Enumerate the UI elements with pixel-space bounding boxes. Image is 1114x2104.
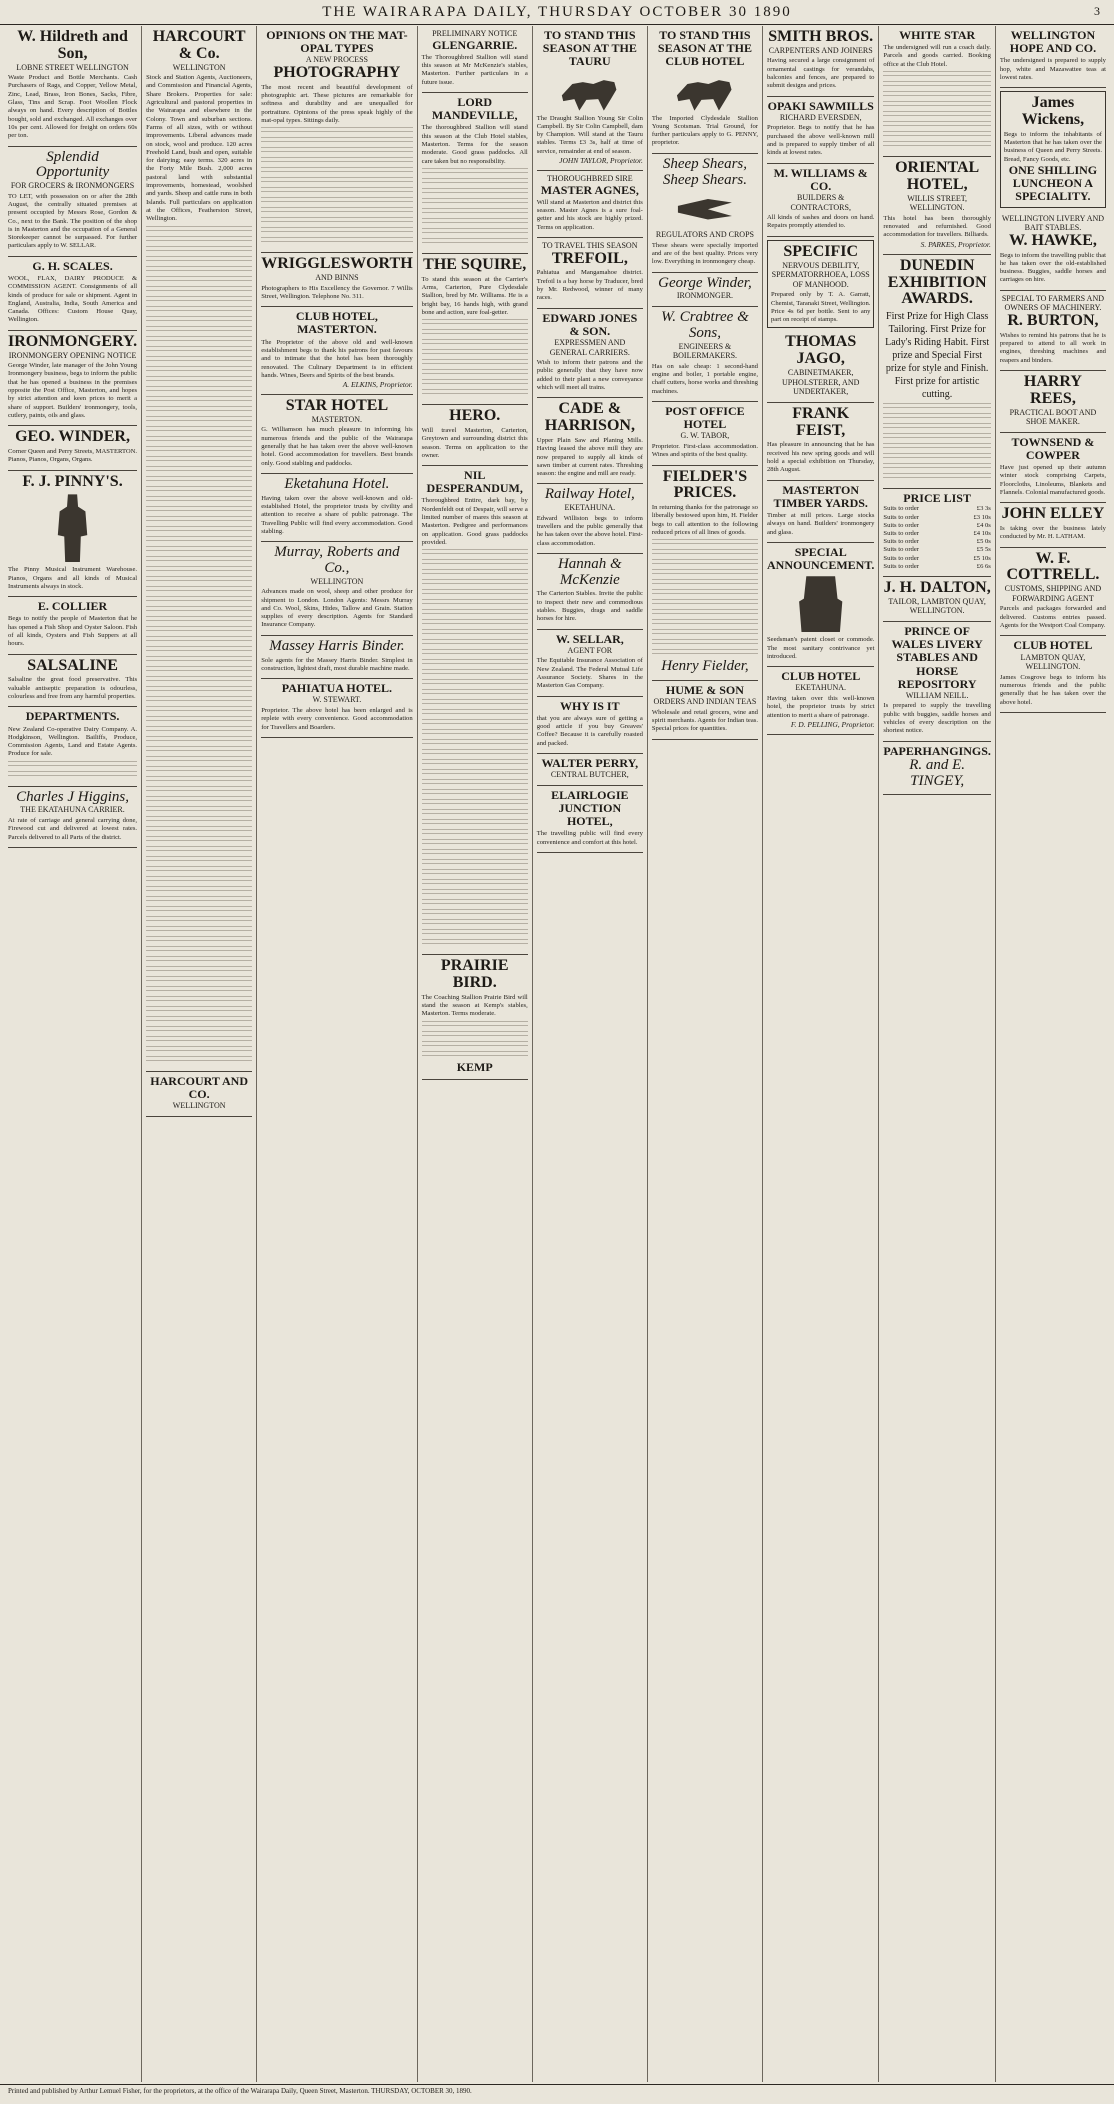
- advert-title: PAPERHANGINGS.: [883, 743, 991, 758]
- advert-railway-hotel: [537, 484, 643, 554]
- advert-title: DEPARTMENTS.: [25, 709, 120, 724]
- advert-w-hawke: [1000, 211, 1106, 291]
- advert-dunedin-awards: [883, 255, 990, 489]
- advert-title: Eketahuna Hotel.: [284, 475, 390, 492]
- advert-title: PAHIATUA HOTEL.: [281, 681, 393, 696]
- advert-title: W. HAWKE,: [1008, 231, 1097, 249]
- advert-cade-harrison: [537, 398, 643, 484]
- advert-heading: PHOTOGRAPHY: [273, 63, 401, 81]
- advert-cottrell: [1000, 548, 1106, 637]
- masthead: [0, 0, 1114, 25]
- advert-title: SMITH BROS.: [768, 28, 874, 45]
- advert-body: The thoroughbred Stallion will stand this season at the Club Hotel stables, Masterton. Terms for the season moderate. Good grass paddocks. All care taken but no responsibility.: [421, 124, 528, 165]
- advert-dalton: [883, 577, 990, 622]
- advert-body: Thoroughbred Entire, dark bay, by Nordenfeldt out of Despair, will serve a limited number of mares this season at Masterton. Pedigree and performances on application. Good grass paddocks provided.: [421, 497, 528, 546]
- advert-subtitle: FOR GROCERS & IRONMONGERS: [10, 181, 135, 191]
- advert-title: SALSALINE: [27, 656, 118, 674]
- advert-fielders-prices: [652, 466, 758, 682]
- advert-title: G. H. SCALES.: [32, 258, 113, 273]
- advert-body: Wishes to remind his patrons that he is prepared to attend to all work in engines, threshing machines and reapers and binders.: [999, 331, 1106, 364]
- advert-body: George Winder, late manager of the John Young Ironmongery business, begs to inform the public that he has opened a business in the premises opposite the Post Office, Masterton, and hopes by strict attention and keen prices to merit a share of support. Builders' ironmongery, tools, cutlery, paints, oils and glass.: [8, 362, 138, 419]
- advert-wrigglesworth: [261, 253, 412, 307]
- column-1: [4, 26, 142, 2082]
- advert-higgins: [8, 787, 137, 848]
- advert-title: Splendid Opportunity: [35, 148, 110, 181]
- advert-eketahuna-hotel: [261, 474, 412, 542]
- advert-body: WOOL, FLAX, DAIRY PRODUCE & COMMISSION AGENT. Consignments of all kinds of produce for sale or shipment. Agent in England, Australia, India, South America and Canada. Offices: Custom House Quay, Wellington.: [8, 274, 138, 324]
- advert-body: The Equitable Insurance Association of New Zealand. The Federal Mutual Life Assurance Society. Shares in the Masterton Gas Company.: [536, 657, 643, 690]
- advert-subtitle: AGENT FOR: [567, 645, 613, 655]
- advert-body: Is taking over the business lately conducted by Mr. H. LATHAM.: [999, 525, 1106, 541]
- advert-special-announcement: [767, 543, 874, 667]
- advert-subtitle: NERVOUS DEBILITY, SPERMATORRHOEA, LOSS OF MANHOOD.: [771, 260, 870, 289]
- advert-title: WALTER PERRY,: [541, 755, 639, 770]
- advert-subtitle: ENGINEERS & BOILERMAKERS.: [672, 341, 738, 361]
- advert-nil-desperandum: [422, 466, 528, 955]
- advert-body: All kinds of sashes and doors on hand. Repairs promptly attended to.: [766, 214, 875, 230]
- advert-body: Seedsman's patent closet or commode. The most sanitary contrivance yet introduced.: [766, 636, 875, 660]
- advert-opaki-sawmills: [767, 97, 874, 164]
- advert-body: The Thoroughbred Stallion will stand this season at Mr McKenzie's stables, Masterton. Further particulars in a future issue.: [421, 53, 528, 86]
- advert-body: James Cosgrove begs to inform his numerous friends and the public generally that he has taken over the above hotel.: [999, 673, 1106, 706]
- advert-title: THE SQUIRE,: [423, 255, 527, 273]
- advert-signature: JOHN TAYLOR, Proprietor.: [559, 156, 643, 166]
- advert-title: WRIGGLESWORTH: [261, 255, 413, 273]
- advert-title: Railway Hotel,: [544, 486, 635, 503]
- advert-title: NIL DESPERANDUM,: [426, 468, 523, 496]
- advert-title: DUNEDIN EXHIBITION AWARDS.: [887, 256, 987, 308]
- advert-glengarrie: [422, 26, 528, 93]
- advert-title: WHITE STAR: [899, 28, 976, 42]
- advert-subtitle: CENTRAL BUTCHER,: [550, 770, 629, 780]
- advert-young-sir-colin: [537, 26, 643, 171]
- advert-subtitle: WILLIS STREET, WELLINGTON.: [907, 193, 968, 213]
- advert-james-wickens: [1000, 91, 1106, 207]
- advert-trefoil: [537, 238, 643, 309]
- advert-signature: A. ELKINS, Proprietor.: [342, 380, 413, 390]
- advert-body: Proprietor. First-class accommodation. Wines and spirits of the best quality.: [651, 442, 758, 459]
- advert-title: STAR HOTEL: [285, 397, 389, 415]
- advert-subtitle: EKETAHUNA.: [564, 503, 616, 513]
- advert-subtitle: CABINETMAKER, UPHOLSTERER, AND UNDERTAKER,: [782, 368, 860, 397]
- advert-body: Upper Plain Saw and Planing Mills. Having leased the above mill they are now prepared to supply all kinds of sawn timber at current rates. Threshing season: the engine and mill are ready.: [536, 436, 643, 478]
- advert-title: WELLINGTON HOPE AND CO.: [1009, 28, 1097, 56]
- advert-title: E. COLLIER: [37, 599, 108, 614]
- advert-white-star: [883, 26, 990, 157]
- advert-body: These shears were specially imported and are of the best quality. Prices very low. Everything in ironmongery cheap.: [651, 241, 758, 266]
- advert-title: TREFOIL,: [551, 249, 628, 267]
- advert-timber-yards: [767, 481, 874, 543]
- advert-title: OPAKI SAWMILLS: [767, 98, 874, 113]
- advert-scales: [8, 257, 137, 331]
- advert-harcourt: [146, 26, 252, 1072]
- advert-title: J. H. DALTON,: [883, 578, 991, 596]
- advert-title: W. Hildreth and Son,: [17, 28, 128, 62]
- advert-signature: S. PARKES, Proprietor.: [920, 239, 991, 249]
- figure-illustration: [50, 494, 96, 562]
- advert-body: Advances made on wool, sheep and other produce for shipment to London. London Agents: Messrs Murray and Co. Wool, Skins, Hides, Tallow and Grain. Station supplies of every description. Agents for Standard Insurance Company.: [261, 588, 413, 629]
- advert-body: The Proprietor of the above old and well-known establishment begs to thank his patrons for past favours and to intimate that the hotel has been thoroughly renovated. The Culinary Department is in efficient hands. Wines, Beers and Spirits of the best brands.: [261, 338, 413, 379]
- advert-body: Wholesale and retail grocers, wine and spirit merchants. Agents for Indian teas. Special prices for quantities.: [651, 708, 758, 733]
- advert-walter-perry: [537, 754, 643, 786]
- advert-title: MASTERTON TIMBER YARDS.: [773, 482, 868, 510]
- advert-pinny: [8, 471, 137, 598]
- advert-townsend-cowper: [1000, 433, 1106, 504]
- advert-collier: [8, 597, 137, 654]
- advert-body: Begs to inform the inhabitants of Masterton that he has taken over the business of Queen and Perry Streets. Bread, Fancy Goods, etc.: [1003, 130, 1102, 163]
- advert-title: OPINIONS ON THE MAT-OPAL TYPES: [266, 28, 408, 56]
- advert-body: Having taken over this well-known hotel, the proprietor trusts by strict attention to merit a share of patronage.: [766, 694, 875, 719]
- horse-illustration: [555, 73, 625, 111]
- advert-title: M. WILLIAMS & CO.: [773, 165, 868, 193]
- advert-title: PRAIRIE BIRD.: [440, 957, 509, 992]
- advert-ironmongery: [8, 331, 137, 426]
- advert-pahiatua-hotel: [261, 679, 412, 738]
- imprint: Printed and published by Arthur Lemuel Fisher, for the proprietors, at the office of the Wairarapa Daily, Queen Street, Masterton. THURSDAY, OCTOBER 30, 1890.: [0, 2084, 1114, 2104]
- advert-body: Having secured a large consignment of ornamental castings for verandahs, balconies and fences, are prepared to submit designs and prices.: [766, 57, 875, 90]
- advert-body: The undersigned will run a coach daily. Parcels and goods carried. Booking office at the Club Hotel.: [883, 44, 991, 68]
- advert-body: Will travel Masterton, Carterton, Greytown and surrounding district this season. Terms on application to the owner.: [421, 426, 528, 459]
- advert-subtitle: EKETAHUNA.: [795, 683, 847, 693]
- column-2: [142, 26, 257, 2082]
- advert-body: Wish to inform their patrons and the public generally that they have now added to their plant a new conveyance which will meet all trains.: [536, 359, 643, 392]
- advert-subtitle: RICHARD EVERSDEN,: [779, 112, 862, 122]
- advert-title: CLUB HOTEL: [1013, 638, 1093, 653]
- advert-body: Having taken over the above well-known and old-established Hotel, the proprietor trusts by civility and attention to receive a share of public patronage. The Travelling Public will find every accommodation. Good stabling.: [261, 494, 413, 535]
- advert-subtitle: G. W. TABOR,: [680, 431, 730, 441]
- advert-oriental-hotel: [883, 157, 990, 255]
- advert-post-office-hotel: [652, 402, 758, 466]
- advert-frank-feist: [767, 403, 874, 481]
- advert-subtitle: WELLINGTON: [172, 1100, 226, 1110]
- advert-salsaline: [8, 655, 137, 708]
- advert-splendid: [8, 147, 137, 257]
- advert-body: The most recent and beautiful development of photographic art. These pictures are remarkable for softness and durability and are unequalled for portraiture. Opinions of the press speak highly of the mat-opal types. Sittings daily.: [261, 83, 413, 124]
- advert-body: Salsaline the great food preservative. This valuable antiseptic preparation is odourless, colourless and free from any harmful properties.: [8, 676, 138, 701]
- column-7: [763, 26, 879, 2082]
- advert-title: PRICE LIST: [903, 491, 971, 506]
- advert-subtitle: WELLINGTON: [172, 62, 226, 72]
- advert-body: Proprietor. Begs to notify that he has purchased the above well-known mill and is prepared to supply timber of all kinds at lowest rates.: [766, 124, 875, 157]
- advert-thomas-jago: [767, 331, 874, 402]
- advert-departments: [8, 707, 137, 786]
- advert-subtitle: REGULATORS AND CROPS: [655, 230, 754, 240]
- advert-subtitle: THE EKATAHUNA CARRIER.: [20, 805, 125, 815]
- advert-body: Timber at mill prices. Large stocks always on hand. Builders' ironmongery and glass.: [766, 512, 875, 536]
- advert-hannah-mckenzie: [537, 554, 643, 630]
- advert-subtitle: AND BINNS: [315, 273, 359, 283]
- advert-subtitle: BUILDERS & CONTRACTORS,: [790, 192, 851, 212]
- advert-subtitle: WELLINGTON LIVERY AND BAIT STABLES.: [1001, 213, 1105, 233]
- advert-subtitle: TAILOR, LAMBTON QUAY, WELLINGTON.: [888, 596, 986, 616]
- advert-body: This hotel has been thoroughly renovated and refurnished. Good accommodation for travellers. Billiards.: [883, 214, 991, 239]
- advert-why-is-it: [537, 697, 643, 754]
- advert-title: Sheep Shears, Sheep Shears.: [662, 155, 747, 188]
- advert-prince-of-wales: [883, 622, 990, 742]
- advert-prairie-bird: [422, 955, 528, 1080]
- advert-master-agnes: [537, 171, 643, 238]
- advert-body: Edward Williston begs to inform travellers and the public generally that he has taken over the above hotel. First-class accommodation.: [536, 514, 643, 547]
- advert-title: TOWNSEND & COWPER: [1011, 434, 1095, 462]
- advert-club-hotel: [261, 307, 412, 395]
- advert-title: HUME & SON: [665, 683, 744, 698]
- advert-body: Is prepared to supply the travelling public with buggies, saddle horses and vehicles of every description on the shortest notice.: [883, 702, 991, 735]
- advert-body: The travelling public will find every convenience and comfort at this hotel.: [536, 830, 643, 846]
- advert-body: Has pleasure in announcing that he has received his new spring goods and will hold a special exhibition on Thursday, 28th August.: [766, 441, 875, 474]
- advert-title: FRANK FEIST,: [792, 404, 850, 439]
- advert-title: F. J. PINNY'S.: [22, 472, 123, 490]
- advert-body: In returning thanks for the patronage so liberally bestowed upon him, H. Fielder begs to call attention to the following reduced prices of all lines of goods.: [651, 504, 758, 536]
- advert-m-williams: [767, 164, 874, 237]
- advert-body: Have just opened up their autumn winter stock comprising Carpets, Floorcloths, Linoleums, Blankets and Flannels. Colonial manufactured goods.: [999, 464, 1106, 496]
- advert-hume-son: [652, 681, 758, 740]
- advert-title: WHY IS IT: [560, 698, 620, 713]
- advert-body: Will stand at Masterton and district this season. Master Agnes is a sure foal-getter and his stock are highly prized. Terms on application.: [536, 198, 643, 231]
- advert-body: TO LET, with possession on or after the 28th August, the centrally situated premises at present occupied by Messrs Rose, Gordon & Co., next to the Bank. The position of the shop is in Masterton and the occupation of a General Storekeeper cannot be surpassed. For further particulars apply to W. SELLAR.: [8, 192, 138, 250]
- advert-edward-jones: [537, 309, 643, 399]
- advert-title: GEO. WINDER,: [15, 428, 130, 446]
- advert-subtitle: CUSTOMS, SHIPPING AND FORWARDING AGENT: [1004, 584, 1102, 603]
- advert-subtitle: IRONMONGERY OPENING NOTICE: [8, 350, 137, 360]
- advert-subtitle: TO TRAVEL THIS SEASON: [542, 241, 638, 251]
- advert-title: LORD MANDEVILLE,: [431, 94, 518, 123]
- commode-illustration: [797, 576, 845, 632]
- advert-body: Begs to notify the people of Masterton that he has opened a Fish Shop and Oyster Saloon. Fish of all kinds, Oysters and Fish Suppers at all hours.: [8, 615, 138, 648]
- advert-subtitle: ORDERS AND INDIAN TEAS: [653, 697, 757, 707]
- advert-subtitle: R. and E. TINGEY,: [909, 756, 966, 789]
- advert-subtitle: THOROUGHBRED SIRE: [547, 174, 633, 184]
- advert-body: Has on sale cheap: 1 second-hand engine and boiler, 1 portable engine, chaff cutters, horse works and threshing machines.: [651, 362, 758, 395]
- advert-photography: [261, 26, 412, 253]
- advert-murray-roberts: [261, 542, 412, 636]
- advert-body: G. Williamson has much pleasure in informing his numerous friends and the public of the Wairarapa generally that he has taken over the above well-known hotel. Good accommodation for travellers. Best brands only. Good stabling and paddocks.: [261, 426, 413, 467]
- advert-body: Proprietor. The above hotel has been enlarged and is replete with every convenience. Good accommodation for Travellers and Boarders.: [261, 706, 413, 731]
- advert-subtitle: W. STEWART.: [312, 695, 362, 705]
- advert-body: To stand this season at the Carrier's Arms, Carterton, Pure Clydesdale Stallion, bred by Mr. Williams. He is a bright bay, 16 hands high, with grand bone and action, sure foal-getter.: [421, 275, 528, 316]
- advert-title: SPECIAL ANNOUNCEMENT.: [766, 544, 875, 573]
- advert-title: POST OFFICE HOTEL: [665, 403, 745, 432]
- masthead-title: THE WAIRARAPA DAILY, THURSDAY OCTOBER 30 1890: [322, 3, 792, 20]
- advert-winder: [8, 426, 137, 470]
- advert-subtitle: PRACTICAL BOOT AND SHOE MAKER.: [1009, 407, 1097, 427]
- advert-john-elley: [1000, 503, 1106, 547]
- column-6: [648, 26, 763, 2082]
- advert-subtitle: SPECIAL TO FARMERS AND OWNERS OF MACHINERY.: [1001, 293, 1105, 313]
- shears-illustration: [675, 192, 735, 226]
- advert-body: Stock and Station Agents, Auctioneers, and Commission and Financial Agents, Share Brokers. Properties for sale: Agricultural and pastoral properties in the Wairarapa and elsewhere in the Colony. Town and suburban sections. Farms of all sizes, with or without improvements. Liberal advances made on stock, wool and produce. 120 acres Freehold Land, bush and open, suitable for dairying; easy terms. 320 acres in the Forty Mile Bush. 2,000 acres pastoral land with substantial improvements, homestead, woolshed and yards. Sheep and cattle runs in both Islands. Full particulars on application at the Offices, Featherston Street, Wellington.: [146, 74, 253, 223]
- advert-title: HERO.: [449, 407, 501, 425]
- advert-paperhangings: [883, 742, 990, 796]
- advert-sellar: [537, 630, 643, 697]
- advert-lord-mandeville: [422, 93, 528, 254]
- advert-title: James Wickens,: [1021, 94, 1085, 129]
- advert-title: HARCOURT AND CO.: [150, 1073, 248, 1101]
- advert-body: The Draught Stallion Young Sir Colin Campbell. By Sir Colin Campbell, dam by Champion. Will stand at the Tauru stables. Terms £3 3s, half at time of service, remainder at end of season.: [536, 114, 643, 155]
- column-4: [418, 26, 533, 2082]
- advert-george-winder: [652, 273, 758, 307]
- advert-title: CADE & HARRISON,: [544, 400, 635, 435]
- advert-title: W. Crabtree & Sons,: [661, 309, 749, 341]
- advert-body: Parcels and packages forwarded and delivered. Customs entries passed. Agents for the Westport Coal Company.: [999, 605, 1106, 630]
- advert-the-squire: [422, 254, 528, 405]
- advert-body: Waste Product and Bottle Merchants. Cash Purchasers of Rags, and Copper, Yellow Metal, Zinc, Lead, Brass, Iron Bones, Sacks, Fibre, Glass, Tins and Scrap. Foot Woollen Flock always on hand. Every description of Bottles bought, sold and exchanged. All exchanges over 10s per cent. Allowed for freight on orders 60s per ton.: [8, 74, 138, 140]
- advert-title: IRONMONGERY.: [8, 332, 138, 350]
- advert-title: FIELDER'S PRICES.: [662, 467, 748, 502]
- advert-subtitle: CARPENTERS AND JOINERS: [768, 45, 873, 55]
- advert-henry-fielder: Henry Fielder,: [661, 658, 749, 675]
- advert-title: CLUB HOTEL: [781, 669, 861, 684]
- advert-hildreth: [8, 26, 137, 147]
- advert-club-hotel-lambton: [1000, 636, 1106, 713]
- advert-harcourt-footer: [146, 1072, 252, 1117]
- advert-star-hotel: [261, 395, 412, 474]
- advert-elairlogie: [537, 786, 643, 853]
- horse-illustration: [670, 73, 740, 111]
- advert-title: W. SELLAR,: [555, 631, 624, 646]
- advert-subtitle: WELLINGTON: [310, 576, 364, 586]
- advert-title: Hannah & McKenzie: [557, 555, 622, 588]
- advert-body: Prepared only by T. A. Garratt, Chemist, Taranaki Street, Wellington. Price 4s 6d per bottle. Sent to any part on receipt of stamps.: [770, 291, 871, 324]
- advert-title: Charles J Higgins,: [16, 788, 129, 805]
- advert-body: Photographers to His Excellency the Governor. 7 Willis Street, Wellington. Telephone No. 311.: [261, 284, 413, 300]
- advert-body: First Prize for High Class Tailoring. First Prize for Lady's Riding Habit. First prize and Special First prize for style and Finish. First prize for artistic cutting.: [885, 311, 990, 401]
- advert-title: MASTER AGNES,: [540, 182, 639, 197]
- advert-title: HARRY REES,: [1023, 372, 1082, 407]
- column-3: [257, 26, 417, 2082]
- advert-sheep-shears: [652, 154, 758, 273]
- advert-title: HARCOURT & Co.: [152, 28, 246, 62]
- advert-subtitle: PRELIMINARY NOTICE: [432, 29, 518, 38]
- advert-body: The Coaching Stallion Prairie Bird will stand the season at Kemp's stables, Masterton. Terms moderate.: [421, 993, 528, 1018]
- column-5: [533, 26, 648, 2082]
- advert-hope-co: [1000, 26, 1106, 88]
- advert-subtitle: IRONMONGER.: [676, 291, 734, 301]
- advert-title: TO STAND THIS SEASON AT THE CLUB HOTEL: [657, 28, 752, 69]
- advert-subtitle: MASTERTON.: [311, 414, 363, 424]
- column-8: [879, 26, 995, 2082]
- advert-body: Pahiatua and Mangamahoe district. Trefoil is a bay horse by Traducer, bred by Mr. Redwood, winner of many races.: [536, 269, 643, 302]
- advert-body: Sole agents for the Massey Harris Binder. Simplest in construction, lightest draft, most durable machine made.: [261, 656, 413, 672]
- advert-subtitle: LAMBTON QUAY, WELLINGTON.: [1020, 652, 1086, 672]
- advert-body: Begs to inform the travelling public that he has taken over the old-established business. Buggies, saddle horses and carriages on hire.: [999, 251, 1106, 284]
- advert-specific: [767, 240, 874, 329]
- advert-title: JOHN ELLEY: [1001, 505, 1105, 523]
- advert-body: Corner Queen and Perry Streets, MASTERTON. Pianos, Pianos, Organs, Organs.: [8, 447, 138, 464]
- advert-kemp: KEMP: [456, 1059, 493, 1074]
- advert-harry-rees: [1000, 371, 1106, 433]
- advert-title: R. BURTON,: [1007, 311, 1099, 329]
- advert-smith-bros: [767, 26, 874, 97]
- page-number: 3: [1094, 4, 1102, 18]
- advert-body: that you are always sure of getting a good article if you buy Greaves' Coffee? Because it is carefully roasted and packed.: [536, 714, 643, 747]
- advert-title: TO STAND THIS SEASON AT THE TAURU: [542, 28, 637, 69]
- advert-signature: F. D. PELLING, Proprietor.: [790, 719, 875, 729]
- advert-title: GLENGARRIE.: [432, 37, 518, 52]
- advert-body: The Imported Clydesdale Stallion Young Scotsman. Trial Ground, for further particulars apply to G. PENNY, proprietor.: [651, 114, 758, 147]
- advert-subtitle: A NEW PROCESS: [305, 55, 368, 65]
- advert-title: ELAIRLOGIE JUNCTION HOTEL,: [551, 787, 629, 829]
- advert-hero: [422, 405, 528, 466]
- column-9: [996, 26, 1110, 2082]
- advert-body: The Carterton Stables. Invite the public to inspect their new and commodious stables. Buggies, drags and saddle horses for hire.: [536, 590, 643, 623]
- advert-body: The undersigned is prepared to supply hop, white and Mazawattee teas at lowest rates.: [999, 57, 1106, 81]
- advert-title: THOMAS JAGO,: [785, 333, 857, 368]
- advert-title: EDWARD JONES & SON.: [542, 310, 638, 338]
- advert-price-list: PRICE LIST Suits to order £3 3s Suits to order £3 10s Suits to order £4 0s Suits to order £4 10s Suits to order £5 0s Suits to order £5 5s Suits to order £5 10s Suits to order £6 6s: [883, 489, 990, 577]
- advert-title: SPECIFIC: [783, 242, 859, 260]
- advert-title: Murray, Roberts and Co.,: [274, 544, 400, 576]
- advert-title: CLUB HOTEL, MASTERTON.: [295, 309, 378, 337]
- advert-title: W. F. COTTRELL.: [1006, 549, 1100, 584]
- advert-body: New Zealand Co-operative Dairy Company. A. Hodgkinson, Wellington. Bailiffs, Produce, Commission Agents, Land and Estate Agents. Produce for sale.: [8, 725, 138, 758]
- advert-body: The Pinny Musical Instrument Warehouse. Pianos, Organs and all kinds of Musical Instruments always in stock.: [8, 566, 138, 590]
- advert-subtitle: EXPRESSMEN AND GENERAL CARRIERS.: [549, 337, 630, 357]
- advert-title: Massey Harris Binder.: [269, 637, 405, 654]
- advert-body: At rate of carriage and general carrying done, Firewood cut and delivered at lowest rates. Parcels delivered to all Parts of the district.: [8, 817, 138, 841]
- advert-r-burton: [1000, 291, 1106, 371]
- advert-title: PRINCE OF WALES LIVERY STABLES AND HORSE REPOSITORY: [891, 623, 983, 691]
- advert-club-stallion: [652, 26, 758, 154]
- advert-title: George Winder,: [658, 274, 752, 291]
- advert-subtitle: ONE SHILLING LUNCHEON A SPECIALITY.: [1008, 163, 1098, 204]
- advert-subtitle: WILLIAM NEILL.: [905, 690, 969, 700]
- advert-club-hotel-eketahuna: [767, 667, 874, 735]
- advert-title: ORIENTAL HOTEL,: [895, 159, 980, 193]
- column-container: [4, 26, 1110, 2082]
- advert-crabtree: [652, 307, 758, 402]
- advert-massey-harris: [261, 636, 412, 679]
- advert-subtitle: LOBNE STREET WELLINGTON: [16, 62, 129, 72]
